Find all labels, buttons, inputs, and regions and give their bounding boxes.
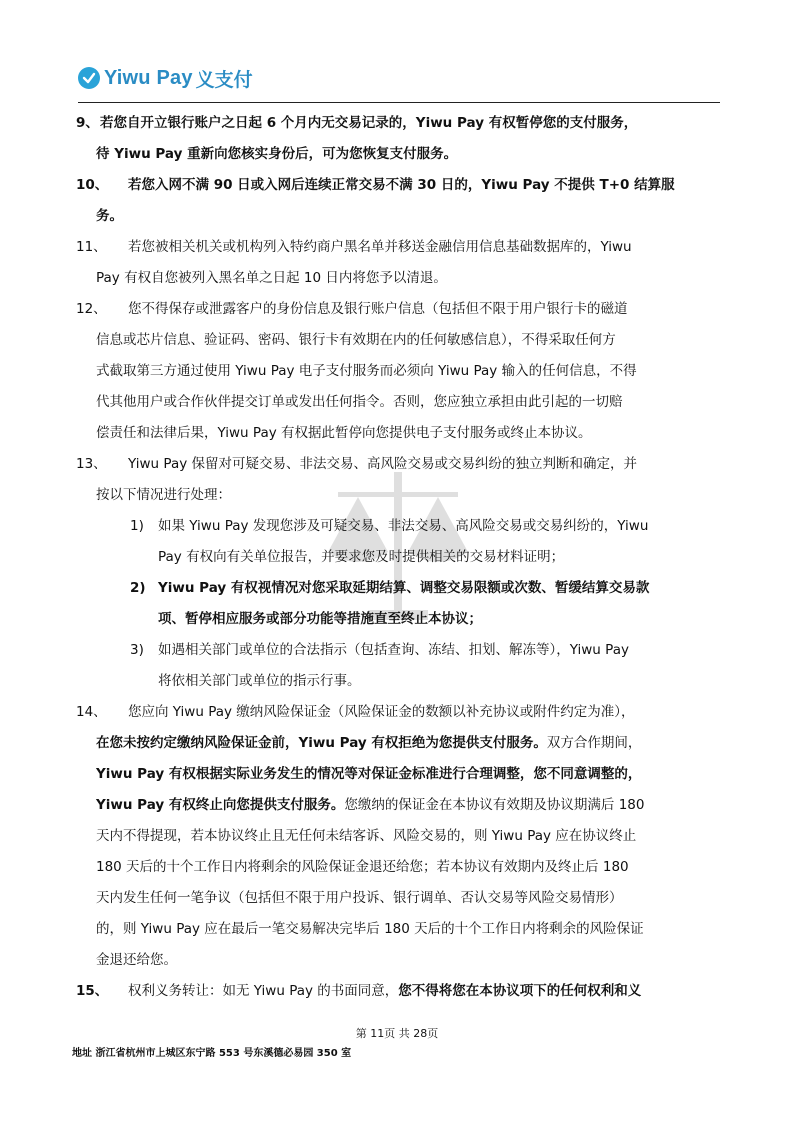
body-text: Yiwu Pay 保留对可疑交易、非法交易、高风险交易或交易纠纷的独立判断和确定，并 (128, 456, 637, 472)
text-line (128, 454, 637, 474)
text-line (100, 113, 637, 133)
body-text: 如遇相关部门或单位的合法指示（包括查询、冻结、扣划、解冻等），Yiwu Pay (158, 642, 629, 658)
text-line (96, 857, 629, 877)
body-text: 若您被相关机关或机构列入特约商户黑名单并移送金融信用信息基础数据库的，Yiwu (128, 239, 632, 255)
text-line (128, 237, 632, 257)
bold-text: 您不得将您在本协议项下的任何权利和义 (398, 983, 642, 999)
page-number: 第 11页 共 28页 (355, 1027, 439, 1040)
text-line (128, 981, 641, 1001)
body-text: 180 天后的十个工作日内将剩余的风险保证金退还给您；若本协议有效期内及终止后 180 (96, 859, 629, 875)
logo-cn: 义支付 (195, 68, 253, 91)
text-line (96, 423, 592, 443)
footer-address: 地址 浙江省杭州市上城区东宁路 553 号东溪德必易园 350 室 (72, 1048, 352, 1059)
body-text: 您缴纳的保证金在本协议有效期及协议期满后 180 (344, 797, 645, 813)
body-text: 双方合作期间， (546, 735, 642, 751)
body-text: 权利义务转让：如无 Yiwu Pay 的书面同意， (128, 983, 399, 999)
body-text: 天内发生任何一笔争议（包括但不限于用户投诉、银行调单、否认交易等风险交易情形） (96, 890, 623, 906)
bold-text: 在您未按约定缴纳风险保证金前，Yiwu Pay 有权拒绝为您提供支付服务。 (96, 735, 547, 751)
body-text: 将依相关部门或单位的指示行事。 (158, 673, 361, 689)
bold-text: Yiwu Pay 有权终止向您提供支付服务。 (96, 797, 345, 813)
item-number: 12、 (76, 301, 107, 317)
sub-item-number: 3) (130, 642, 144, 658)
bold-text: 若您自开立银行账户之日起 6 个月内无交易记录的，Yiwu Pay 有权暂停您的支付服务， (100, 115, 638, 131)
text-line (96, 268, 447, 288)
bold-text: Yiwu Pay 有权视情况对您采取延期结算、调整交易限额或次数、暂缓结算交易款 (158, 580, 650, 596)
text-line (96, 361, 637, 381)
text-line (96, 950, 177, 970)
body-text: 的，则 Yiwu Pay 应在最后一笔交易解决完毕后 180 天后的十个工作日内将剩余的风险保证 (96, 921, 644, 937)
text-line (96, 330, 616, 350)
item-number: 9、 (76, 115, 99, 131)
logo-text: Yiwu Pay (104, 66, 193, 89)
body-text: 按以下情况进行处理： (96, 487, 231, 503)
text-line (158, 547, 564, 567)
item-number: 11、 (76, 239, 107, 255)
body-text: 偿责任和法律后果，Yiwu Pay 有权据此暂停向您提供电子支付服务或终止本协议。 (96, 425, 592, 441)
text-line (96, 826, 636, 846)
text-line (128, 299, 628, 319)
item-number: 13、 (76, 456, 107, 472)
header-logo (78, 62, 253, 94)
body-text: 信息或芯片信息、验证码、密码、银行卡有效期在内的任何敏感信息），不得采取任何方 (96, 332, 616, 348)
sub-item-number: 2) (130, 580, 146, 596)
text-line (96, 919, 644, 939)
text-line (96, 206, 123, 226)
bold-text: 项、暂停相应服务或部分功能等措施直至终止本协议； (158, 611, 482, 627)
bold-text: 若您入网不满 90 日或入网后连续正常交易不满 30 日的，Yiwu Pay 不提供 T+0 结算服 (128, 177, 675, 193)
item-number: 14、 (76, 704, 107, 720)
bold-text: 待 Yiwu Pay 重新向您核实身份后，可为您恢复支付服务。 (96, 146, 458, 162)
bold-text: 务。 (96, 208, 123, 224)
body-text: 代其他用户或合作伙伴提交订单或发出任何指令。否则，您应独立承担由此引起的一切赔 (96, 394, 623, 410)
body-text: 您应向 Yiwu Pay 缴纳风险保证金（风险保证金的数额以补充协议或附件约定为准）， (128, 704, 635, 720)
text-line (128, 175, 675, 195)
text-line (96, 392, 623, 412)
text-line (96, 764, 641, 784)
text-line (96, 888, 623, 908)
body-text: 您不得保存或泄露客户的身份信息及银行账户信息（包括但不限于用户银行卡的磁道 (128, 301, 628, 317)
bold-text: Yiwu Pay 有权根据实际业务发生的情况等对保证金标准进行合理调整，您不同意调整的， (96, 766, 642, 782)
header-divider (78, 102, 720, 103)
text-line (96, 485, 231, 505)
text-line (96, 733, 641, 753)
body-text: 如果 Yiwu Pay 发现您涉及可疑交易、非法交易、高风险交易或交易纠纷的，Yiwu (158, 518, 649, 534)
checkmark-icon (78, 67, 100, 89)
body-text: Pay 有权向有关单位报告，并要求您及时提供相关的交易材料证明； (158, 549, 565, 565)
sub-item-number: 1) (130, 518, 144, 534)
text-line (158, 578, 649, 598)
text-line (158, 640, 629, 660)
item-number: 15、 (76, 983, 109, 999)
text-line (158, 516, 648, 536)
item-number: 10、 (76, 177, 109, 193)
body-text: 金退还给您。 (96, 952, 177, 968)
text-line (158, 671, 361, 691)
body-text: 式截取第三方通过使用 Yiwu Pay 电子支付服务而必须向 Yiwu Pay 输入的任何信息，不得 (96, 363, 637, 379)
text-line (96, 144, 457, 164)
body-text: 天内不得提现，若本协议终止且无任何未结客诉、风险交易的，则 Yiwu Pay 应在协议终止 (96, 828, 637, 844)
text-line (128, 702, 635, 722)
body-text: Pay 有权自您被列入黑名单之日起 10 日内将您予以清退。 (96, 270, 447, 286)
text-line (158, 609, 482, 629)
text-line (96, 795, 644, 815)
